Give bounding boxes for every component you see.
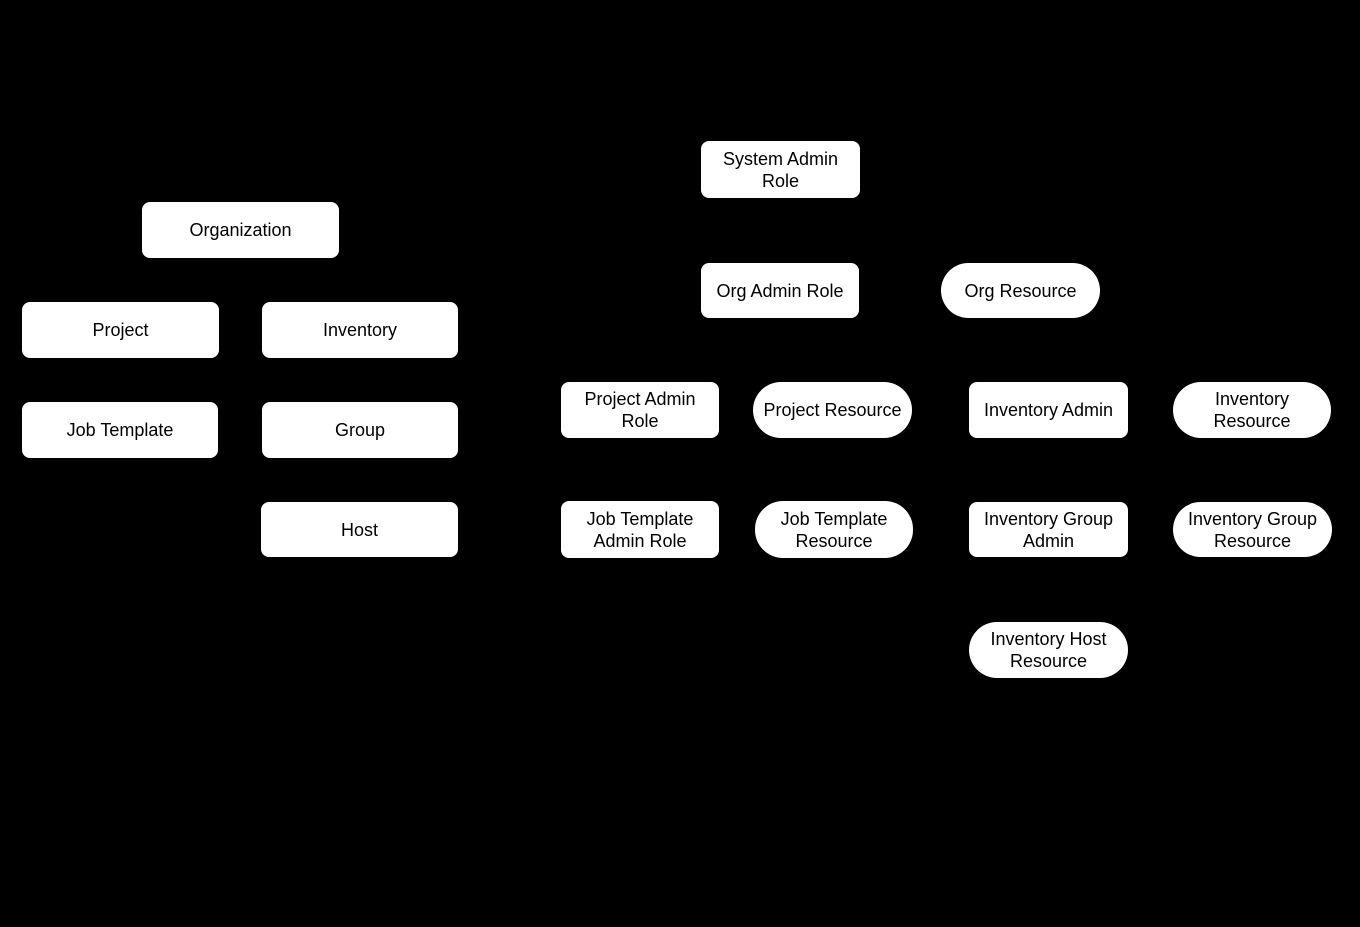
node-label: Resource [795,530,873,551]
node-label: Project [92,320,149,340]
node-system-admin-role [701,141,860,198]
node-label: Project Resource [763,400,902,420]
node-label: Job Template [66,420,174,440]
node-label: Role [761,170,800,191]
node-org-resource [941,263,1100,318]
node-label: Resource [1213,530,1292,551]
node-project-resource [753,382,912,438]
node-inventory-group-resource [1173,502,1332,557]
node-label: Project Admin [584,389,696,409]
node-label: Job Template [586,508,694,529]
node-label: Organization [189,220,292,240]
node-label: Job Template [780,508,888,529]
node-inventory-resource [1173,382,1331,438]
node-label: Resource [1009,651,1088,671]
node-job-template-admin-role [561,501,719,558]
node-label: System Admin [722,148,839,169]
node-label: Inventory Group [1187,508,1318,529]
node-label: Resource [1213,411,1291,431]
node-group [262,402,458,458]
node-org-admin-role [701,263,859,318]
node-inventory-admin [969,382,1128,438]
node-job-template [22,402,218,458]
node-label: Inventory [1214,389,1290,409]
node-host [261,502,458,557]
node-project [22,302,219,358]
node-inventory [262,302,458,358]
node-label: Role [621,411,659,431]
node-label: Group [334,420,386,440]
node-label: Inventory Host [990,629,1107,649]
node-job-template-resource [755,501,913,558]
node-organization [142,202,339,258]
node-label: Inventory [322,320,398,340]
node-label: Inventory Group [983,508,1114,529]
node-inventory-host-resource [969,622,1128,678]
node-label: Org Resource [964,280,1077,301]
node-label: Inventory Admin [983,400,1114,420]
node-label: Org Admin Role [716,280,844,301]
node-project-admin-role [561,382,719,438]
node-label: Admin Role [593,530,687,551]
node-label: Admin [1022,530,1075,551]
node-label: Host [340,519,378,540]
node-inventory-group-admin [969,502,1128,557]
